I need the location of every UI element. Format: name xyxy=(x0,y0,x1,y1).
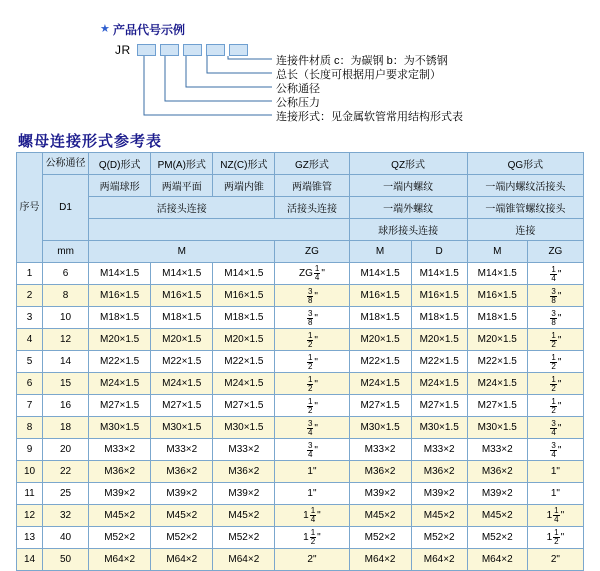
col-header-dn-label: 公称通径 xyxy=(45,158,86,169)
table-row xyxy=(17,373,584,395)
cell-gz-zg: $\frac{3}{8}$ " xyxy=(275,285,349,307)
table-row xyxy=(17,527,584,549)
spec-table-wrapper xyxy=(16,152,584,571)
table-row xyxy=(17,351,584,373)
cell-gz-zg: 1 $\frac{1}{4}$ " xyxy=(275,505,349,527)
subheader-gz-shape: 两端锥管 xyxy=(275,175,349,197)
cell-nz-m: M16×1.5 xyxy=(213,285,275,307)
legend-item-nominal-pressure: 公称压力 xyxy=(276,97,320,109)
cell-qg-m: M18×1.5 xyxy=(467,307,527,329)
cell-pm-m: M30×1.5 xyxy=(151,417,213,439)
cell-qg-zg: 1" xyxy=(527,483,583,505)
table-row xyxy=(17,263,584,285)
cell-seq: 6 xyxy=(17,373,43,395)
table-head xyxy=(17,153,584,263)
cell-seq: 5 xyxy=(17,351,43,373)
cell-nz-m: M20×1.5 xyxy=(213,329,275,351)
cell-qg-m: M45×2 xyxy=(467,505,527,527)
subheader-nz-shape: 两端内锥 xyxy=(213,175,275,197)
table-row xyxy=(17,483,584,505)
cell-qz-d: M22×1.5 xyxy=(411,351,467,373)
cell-pm-m: M22×1.5 xyxy=(151,351,213,373)
table-body xyxy=(17,263,584,571)
subheader-blank xyxy=(89,219,349,241)
cell-q-m: M16×1.5 xyxy=(89,285,151,307)
cell-qg-m: M24×1.5 xyxy=(467,373,527,395)
product-code-prefix: JR xyxy=(115,43,131,57)
group-header-qg: QG形式 xyxy=(467,153,583,175)
cell-qg-zg: $\frac{3}{4}$ " xyxy=(527,417,583,439)
cell-pm-m: M39×2 xyxy=(151,483,213,505)
cell-gz-zg: $\frac{1}{2}$ " xyxy=(275,351,349,373)
table-row xyxy=(17,285,584,307)
cell-pm-m: M33×2 xyxy=(151,439,213,461)
unit-d: D xyxy=(411,241,467,263)
table-row xyxy=(17,307,584,329)
cell-qz-m: M27×1.5 xyxy=(349,395,411,417)
cell-seq: 3 xyxy=(17,307,43,329)
cell-nz-m: M22×1.5 xyxy=(213,351,275,373)
table-header-row-3 xyxy=(17,197,584,219)
cell-nz-m: M33×2 xyxy=(213,439,275,461)
cell-q-m: M30×1.5 xyxy=(89,417,151,439)
group-header-qz: QZ形式 xyxy=(349,153,467,175)
cell-qz-d: M64×2 xyxy=(411,549,467,571)
subheader-gz-union-connection: 活接头连接 xyxy=(275,197,349,219)
cell-seq: 11 xyxy=(17,483,43,505)
cell-dn: 6 xyxy=(43,263,89,285)
cell-qg-zg: $\frac{1}{2}$ " xyxy=(527,395,583,417)
col-header-dn xyxy=(43,153,89,175)
cell-qg-zg: $\frac{1}{2}$ " xyxy=(527,351,583,373)
cell-pm-m: M45×2 xyxy=(151,505,213,527)
cell-qz-d: M14×1.5 xyxy=(411,263,467,285)
cell-qz-d: M20×1.5 xyxy=(411,329,467,351)
cell-gz-zg: $\frac{1}{2}$ " xyxy=(275,373,349,395)
cell-pm-m: M24×1.5 xyxy=(151,373,213,395)
subheader-union-connection: 活接头连接 xyxy=(89,197,275,219)
cell-q-m: M24×1.5 xyxy=(89,373,151,395)
subheader-qz-shape: 一端内螺纹 xyxy=(349,175,467,197)
cell-dn: 8 xyxy=(43,285,89,307)
cell-seq: 4 xyxy=(17,329,43,351)
cell-dn: 18 xyxy=(43,417,89,439)
cell-qg-m: M14×1.5 xyxy=(467,263,527,285)
cell-pm-m: M16×1.5 xyxy=(151,285,213,307)
cell-qz-d: M36×2 xyxy=(411,461,467,483)
table-header-row-1 xyxy=(17,153,584,175)
cell-q-m: M22×1.5 xyxy=(89,351,151,373)
cell-q-m: M36×2 xyxy=(89,461,151,483)
cell-qz-m: M24×1.5 xyxy=(349,373,411,395)
cell-gz-zg: 1 $\frac{1}{2}$ " xyxy=(275,527,349,549)
col-header-seq-label: 序号 xyxy=(19,202,40,213)
cell-qg-m: M36×2 xyxy=(467,461,527,483)
cell-qz-m: M64×2 xyxy=(349,549,411,571)
cell-qz-d: M18×1.5 xyxy=(411,307,467,329)
cell-qg-m: M64×2 xyxy=(467,549,527,571)
cell-qg-m: M27×1.5 xyxy=(467,395,527,417)
cell-q-m: M14×1.5 xyxy=(89,263,151,285)
cell-qz-m: M30×1.5 xyxy=(349,417,411,439)
cell-qz-m: M22×1.5 xyxy=(349,351,411,373)
cell-dn: 12 xyxy=(43,329,89,351)
product-code-legend xyxy=(0,0,600,128)
table-row xyxy=(17,505,584,527)
cell-seq: 14 xyxy=(17,549,43,571)
col-header-dn-unit-cell xyxy=(43,175,89,241)
subheader-ball-joint-connection: 球形接头连接 xyxy=(349,219,467,241)
cell-gz-zg: $\frac{3}{4}$ " xyxy=(275,417,349,439)
cell-pm-m: M64×2 xyxy=(151,549,213,571)
cell-qz-d: M30×1.5 xyxy=(411,417,467,439)
cell-q-m: M18×1.5 xyxy=(89,307,151,329)
cell-q-m: M64×2 xyxy=(89,549,151,571)
subheader-pm-shape: 两端平面 xyxy=(151,175,213,197)
cell-dn: 50 xyxy=(43,549,89,571)
cell-dn: 20 xyxy=(43,439,89,461)
cell-nz-m: M18×1.5 xyxy=(213,307,275,329)
cell-nz-m: M39×2 xyxy=(213,483,275,505)
cell-qg-zg: $\frac{1}{4}$ " xyxy=(527,263,583,285)
cell-q-m: M39×2 xyxy=(89,483,151,505)
cell-nz-m: M45×2 xyxy=(213,505,275,527)
cell-dn: 15 xyxy=(43,373,89,395)
table-row xyxy=(17,461,584,483)
table-header-row-5 xyxy=(17,241,584,263)
cell-dn: 25 xyxy=(43,483,89,505)
cell-qg-zg: $\frac{1}{2}$ " xyxy=(527,329,583,351)
cell-seq: 2 xyxy=(17,285,43,307)
cell-dn: 16 xyxy=(43,395,89,417)
cell-q-m: M20×1.5 xyxy=(89,329,151,351)
legend-item-material: 连接件材质 c：为碳钢 b：为不锈钢 xyxy=(276,55,448,67)
cell-qz-d: M52×2 xyxy=(411,527,467,549)
subheader-qg-shape: 一端内螺纹活接头 xyxy=(467,175,583,197)
cell-qz-m: M52×2 xyxy=(349,527,411,549)
subheader-qg-taper-joint: 一端锥管螺纹接头 xyxy=(467,197,583,219)
cell-q-m: M27×1.5 xyxy=(89,395,151,417)
cell-gz-zg: $\frac{1}{2}$ " xyxy=(275,395,349,417)
unit-zg-2: ZG xyxy=(527,241,583,263)
cell-qg-m: M33×2 xyxy=(467,439,527,461)
cell-dn: 14 xyxy=(43,351,89,373)
cell-q-m: M33×2 xyxy=(89,439,151,461)
cell-nz-m: M36×2 xyxy=(213,461,275,483)
group-header-nz: NZ(C)形式 xyxy=(213,153,275,175)
cell-qg-zg: 1 $\frac{1}{2}$ " xyxy=(527,527,583,549)
cell-qz-m: M39×2 xyxy=(349,483,411,505)
cell-gz-zg: $\frac{3}{4}$ " xyxy=(275,439,349,461)
cell-qz-d: M39×2 xyxy=(411,483,467,505)
cell-nz-m: M14×1.5 xyxy=(213,263,275,285)
cell-q-m: M52×2 xyxy=(89,527,151,549)
table-row xyxy=(17,549,584,571)
cell-qz-d: M27×1.5 xyxy=(411,395,467,417)
unit-m-2: M xyxy=(349,241,411,263)
cell-qz-m: M33×2 xyxy=(349,439,411,461)
cell-gz-zg: ZG $\frac{1}{4}$ " xyxy=(275,263,349,285)
cell-dn: 22 xyxy=(43,461,89,483)
cell-seq: 10 xyxy=(17,461,43,483)
cell-pm-m: M20×1.5 xyxy=(151,329,213,351)
cell-qg-zg: 1" xyxy=(527,461,583,483)
cell-nz-m: M64×2 xyxy=(213,549,275,571)
cell-qg-zg: $\frac{3}{8}$ " xyxy=(527,307,583,329)
table-row xyxy=(17,395,584,417)
cell-qg-m: M22×1.5 xyxy=(467,351,527,373)
col-header-seq xyxy=(17,153,43,263)
cell-qz-m: M18×1.5 xyxy=(349,307,411,329)
cell-qg-m: M39×2 xyxy=(467,483,527,505)
cell-pm-m: M36×2 xyxy=(151,461,213,483)
legend-item-length: 总长（长度可根据用户要求定制） xyxy=(276,69,441,81)
table-row xyxy=(17,417,584,439)
unit-m-1: M xyxy=(89,241,275,263)
spec-table xyxy=(16,152,584,571)
cell-qg-zg: 1 $\frac{1}{4}$ " xyxy=(527,505,583,527)
group-header-q: Q(D)形式 xyxy=(89,153,151,175)
cell-seq: 7 xyxy=(17,395,43,417)
cell-gz-zg: $\frac{3}{8}$ " xyxy=(275,307,349,329)
legend-title: 产品代号示例 xyxy=(113,23,186,37)
cell-pm-m: M52×2 xyxy=(151,527,213,549)
cell-qz-m: M45×2 xyxy=(349,505,411,527)
cell-dn: 40 xyxy=(43,527,89,549)
unit-zg-1: ZG xyxy=(275,241,349,263)
cell-qg-zg: $\frac{3}{8}$ " xyxy=(527,285,583,307)
cell-qz-m: M16×1.5 xyxy=(349,285,411,307)
cell-gz-zg: $\frac{1}{2}$ " xyxy=(275,329,349,351)
cell-pm-m: M18×1.5 xyxy=(151,307,213,329)
subheader-connection: 连接 xyxy=(467,219,583,241)
cell-nz-m: M30×1.5 xyxy=(213,417,275,439)
cell-seq: 9 xyxy=(17,439,43,461)
table-header-row-4 xyxy=(17,219,584,241)
cell-qg-zg: 2" xyxy=(527,549,583,571)
table-row xyxy=(17,439,584,461)
cell-qz-d: M16×1.5 xyxy=(411,285,467,307)
cell-pm-m: M27×1.5 xyxy=(151,395,213,417)
cell-qz-m: M36×2 xyxy=(349,461,411,483)
cell-dn: 10 xyxy=(43,307,89,329)
group-header-pm: PM(A)形式 xyxy=(151,153,213,175)
cell-q-m: M45×2 xyxy=(89,505,151,527)
cell-qg-zg: $\frac{1}{2}$ " xyxy=(527,373,583,395)
cell-qg-zg: $\frac{3}{4}$ " xyxy=(527,439,583,461)
cell-qz-m: M14×1.5 xyxy=(349,263,411,285)
cell-qg-m: M16×1.5 xyxy=(467,285,527,307)
unit-mm: mm xyxy=(43,241,89,263)
page-title: 螺母连接形式参考表 xyxy=(18,133,163,150)
subheader-qz-external-thread: 一端外螺纹 xyxy=(349,197,467,219)
cell-qz-d: M33×2 xyxy=(411,439,467,461)
unit-m-3: M xyxy=(467,241,527,263)
cell-nz-m: M52×2 xyxy=(213,527,275,549)
cell-qz-m: M20×1.5 xyxy=(349,329,411,351)
cell-qg-m: M30×1.5 xyxy=(467,417,527,439)
cell-seq: 12 xyxy=(17,505,43,527)
cell-nz-m: M27×1.5 xyxy=(213,395,275,417)
cell-nz-m: M24×1.5 xyxy=(213,373,275,395)
cell-gz-zg: 1" xyxy=(275,483,349,505)
cell-gz-zg: 2" xyxy=(275,549,349,571)
col-header-d1: D1 xyxy=(59,202,72,213)
cell-qg-m: M20×1.5 xyxy=(467,329,527,351)
cell-seq: 13 xyxy=(17,527,43,549)
cell-dn: 32 xyxy=(43,505,89,527)
table-header-row-2 xyxy=(17,175,584,197)
cell-gz-zg: 1" xyxy=(275,461,349,483)
star-icon: ★ xyxy=(100,23,110,35)
subheader-q-shape: 两端球形 xyxy=(89,175,151,197)
cell-seq: 1 xyxy=(17,263,43,285)
cell-seq: 8 xyxy=(17,417,43,439)
group-header-gz: GZ形式 xyxy=(275,153,349,175)
legend-item-nominal-diameter: 公称通径 xyxy=(276,83,320,95)
cell-qz-d: M24×1.5 xyxy=(411,373,467,395)
cell-qz-d: M45×2 xyxy=(411,505,467,527)
cell-qg-m: M52×2 xyxy=(467,527,527,549)
cell-pm-m: M14×1.5 xyxy=(151,263,213,285)
legend-item-connection-type: 连接形式：见金属软管常用结构形式表 xyxy=(276,111,463,123)
table-row xyxy=(17,329,584,351)
